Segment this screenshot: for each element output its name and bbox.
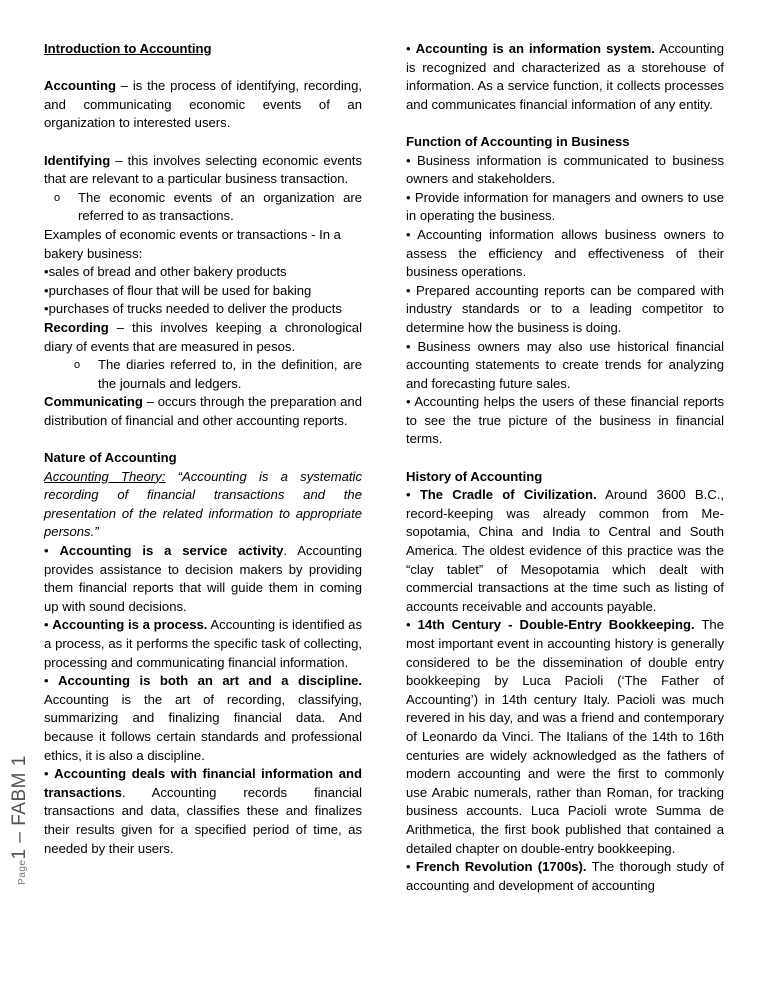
bullet-icon: •: [406, 41, 416, 56]
label-history-2: 14th Century - Double-Entry Bookkeeping.: [417, 617, 695, 633]
text-nature-4: . Accounting records financial transactions and data, classifies these and finalizes their results given for a specified period of time, as needed by their users.: [44, 784, 362, 856]
text-nature-2: Accounting is identified as a process, as it performs the specific task of collecting, processing and communicating financial information.: [44, 617, 362, 670]
spacer: [406, 114, 724, 133]
list-item-example-2: •purchases of flour that will be used for baking: [44, 282, 312, 298]
spacer: [44, 133, 362, 152]
heading-function-of-accounting: Function of Accounting in Business: [406, 133, 630, 149]
label-nature-3: Accounting is both an art and a discipline.: [58, 673, 362, 689]
text-identifying-definition: – this involves selecting economic events that are relevant to a particular business transaction.: [44, 152, 362, 187]
label-nature-1: Accounting is a service activity: [59, 543, 284, 559]
text-history-2: The most important event in accounting history is generally considered to be the dissemination of double entry bookkeeping by Luca Pacioli (‘The Father of Accounting’) in 14th century Italy. Pacioli was much revered in his day, and was a friend and contemporary of Leonardo da Vinci. The Italians of the 14th to 16th centuries are widely acknowledged as the fathers of modern accounting and were the first to commonly use Arabic numerals, rather than Roman, for tracking business accounts. Luca Pacioli wrote Summa de Arithmetica, the first book published that contained a detailed chapter on double-entry bookkeeping.: [406, 617, 724, 856]
list-item-identifying-sub: [44, 189, 362, 226]
list-item-nature-3: [44, 672, 362, 765]
paragraph-identifying-definition: [44, 152, 362, 189]
heading-nature-of-accounting: Nature of Accounting: [44, 450, 177, 466]
paragraph-accounting-theory: [44, 468, 362, 542]
page-marker-text: [9, 755, 31, 885]
label-history-3: French Revolution (1700s).: [415, 859, 587, 875]
list-item-nature-2: [44, 616, 362, 672]
list-item-nature-4: [44, 765, 362, 858]
heading-history-of-accounting: History of Accounting: [406, 468, 543, 484]
term-identifying: Identifying: [44, 152, 111, 168]
bullet-icon: •: [44, 766, 55, 782]
bullet-icon: •: [44, 543, 60, 559]
list-item-history-1: [406, 486, 724, 616]
text-history-3: The thorough study of accounting and development of accounting: [406, 859, 724, 893]
label-nature-5: Accounting is an information system.: [415, 41, 655, 56]
page-marker-rest: – FABM 1: [9, 755, 30, 849]
page-marker-prefix: Page: [17, 859, 28, 885]
bullet-icon: •: [44, 673, 59, 689]
paragraph-accounting-definition: [44, 77, 362, 133]
spacer: [44, 430, 362, 449]
page-marker: [0, 690, 40, 950]
term-recording: Recording: [44, 319, 109, 335]
text-accounting-theory-quote: “Accounting is a systematic recording of financial transactions and the presentation of the related information to appropriate persons.”: [44, 468, 363, 540]
list-item-function-1: • Business information is communicated to business owners and stakeholders.: [406, 152, 724, 187]
right-column: [406, 40, 724, 895]
bullet-icon: •: [406, 859, 416, 875]
list-item-history-2: [406, 616, 724, 858]
text-nature-1: . Accounting provides assistance to decision makers by providing them financial reports that will guide them in coming up with sound decisions.: [44, 543, 362, 614]
spacer: [406, 449, 724, 468]
list-item-function-5: • Business owners may also use historical financial accounting statements to create trends for analyzing and forecasting future sales.: [406, 338, 724, 391]
text-accounting-definition: – is the process of identifying, recording, and communicating economic events of an organization to interested users.: [44, 78, 362, 131]
left-column: [44, 40, 362, 858]
list-item-example-1: •sales of bread and other bakery products: [44, 264, 287, 280]
paragraph-recording-definition: [44, 319, 362, 356]
hollow-circle-bullet-icon: o: [54, 191, 61, 204]
list-item-history-3: [406, 858, 724, 895]
text-identifying-sub: The economic events of an organization are referred to as transactions.: [78, 189, 362, 224]
label-accounting-theory: Accounting Theory:: [44, 468, 166, 484]
list-item-function-4: • Prepared accounting reports can be compared with industry standards or to a leading competitor to determine how the business is doing.: [406, 282, 724, 335]
page-title: Introduction to Accounting: [44, 41, 212, 56]
list-item-function-2: • Provide information for managers and owners to use in operating the business.: [406, 189, 724, 224]
text-nature-3: Accounting is the art of recording, classifying, summarizing and finalizing financial data. And because it follows certain standards and professional ethics, it is also a discipline.: [44, 691, 362, 763]
paragraph-communicating-definition: [44, 393, 362, 430]
list-item-example-3: •purchases of trucks needed to deliver the products: [44, 301, 342, 317]
term-accounting: Accounting: [44, 78, 117, 94]
bullet-icon: •: [406, 617, 418, 633]
hollow-circle-bullet-icon: o: [74, 359, 81, 372]
bullet-icon: •: [406, 487, 420, 503]
term-communicating: Communicating: [44, 394, 143, 410]
text-recording-sub: The diaries referred to, in the definition, are the journals and ledgers.: [98, 357, 362, 391]
spacer: [44, 59, 362, 78]
list-item-nature-1: [44, 542, 362, 616]
text-history-1: Around 3600 B.C., record-keeping was already common from Me-sopotamia, China and India to Central and South America. The oldest evidence of this practice was the “clay tablet” of Mesopotamia which dealt with commercial transactions at the time such as listing of accounts receivable and accounts payable.: [406, 487, 724, 614]
label-nature-2: Accounting is a process.: [52, 617, 208, 633]
text-nature-5: Accounting is recognized and characterized as a storehouse of information. As a service function, it collects processes and communicates financial information of any entity.: [406, 41, 724, 112]
list-item-nature-5: [406, 40, 724, 114]
list-item-recording-sub: [44, 356, 362, 393]
text-communicating-definition: – occurs through the preparation and distribution of financial and other accounting reports.: [44, 394, 362, 428]
text-recording-definition: – this involves keeping a chronological diary of events that are measured in pesos.: [44, 319, 362, 354]
bullet-icon: •: [44, 617, 53, 633]
label-history-1: The Cradle of Civilization.: [419, 487, 597, 503]
label-nature-4: Accounting deals with financial information and transactions: [44, 766, 362, 800]
list-item-function-3: • Accounting information allows business owners to assess the efficiency and effectiveness of their business operations.: [406, 226, 724, 280]
list-item-function-6: • Accounting helps the users of these financial reports to see the true picture of the business in financial terms.: [406, 394, 724, 447]
page-marker-number: 1: [9, 848, 30, 860]
paragraph-examples-intro: Examples of economic events or transactions - In a bakery business:: [44, 226, 341, 261]
